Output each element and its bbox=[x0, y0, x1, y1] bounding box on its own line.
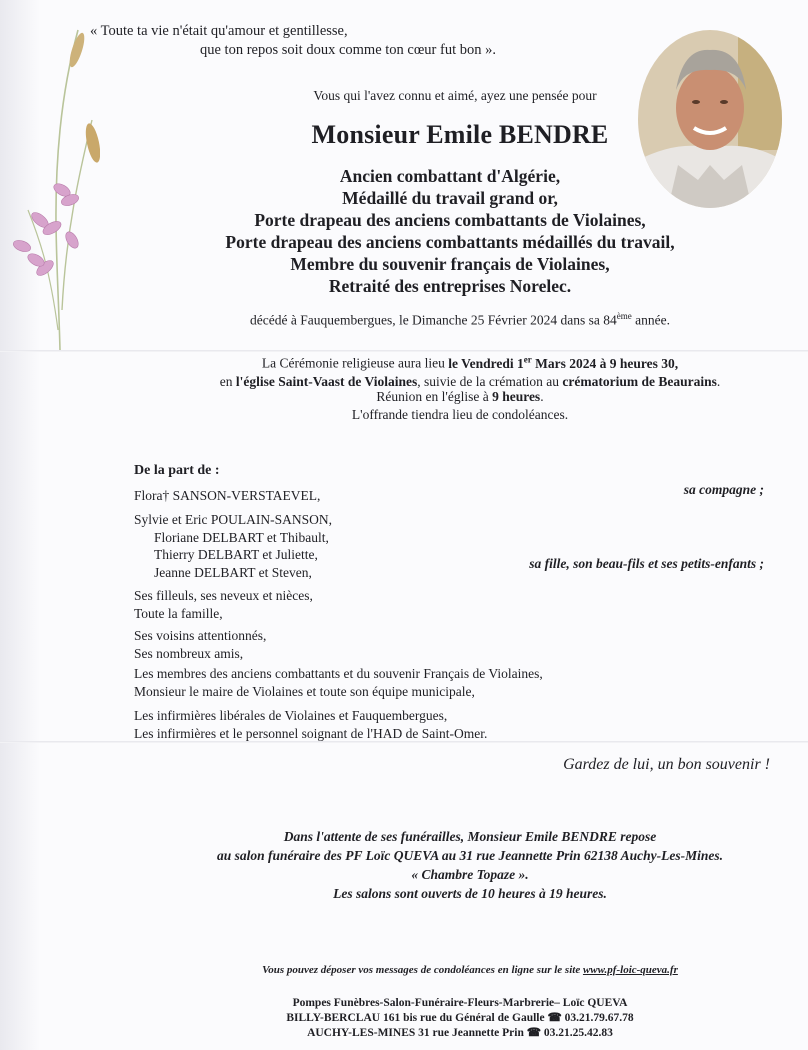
website-link[interactable]: www.pf-loic-queva.fr bbox=[582, 964, 678, 976]
reunion-text: . bbox=[540, 389, 544, 404]
title-line: Retraité des entreprises Norelec. bbox=[328, 276, 572, 296]
family-group bbox=[134, 627, 266, 662]
attente-line: Dans l'attente de ses funérailles, Monsieur Emile BENDRE repose bbox=[283, 829, 657, 844]
deces-text: décédé à Fauquembergues, le Dimanche 25 Février 2024 dans sa 84 bbox=[250, 312, 617, 328]
funeral-company-footer bbox=[200, 996, 720, 1041]
title-line: Porte drapeau des anciens combattants médaillés du travail, bbox=[225, 232, 675, 252]
ceremony-text: . bbox=[716, 373, 721, 389]
family-group bbox=[134, 707, 487, 742]
deces-sup: ème bbox=[616, 311, 632, 321]
death-notice bbox=[200, 311, 720, 329]
family-line: Les infirmières et le personnel soignant de l'HAD de Saint-Omer. bbox=[134, 725, 488, 741]
attente-line: « Chambre Topaze ». bbox=[411, 867, 529, 882]
condol-text: Vous pouvez déposer vos messages de condoléances en ligne sur le site bbox=[262, 964, 583, 976]
family-group bbox=[134, 511, 332, 581]
condolences-info bbox=[150, 964, 790, 976]
family-line: Ses nombreux amis, bbox=[134, 645, 244, 661]
family-group bbox=[134, 665, 543, 700]
ceremony-text: , suivie de la crémation au bbox=[417, 373, 563, 389]
relation-label: sa fille, son beau-fils et ses petits-enfants ; bbox=[529, 556, 764, 571]
crematorium-name: crématorium de Beaurains bbox=[562, 373, 717, 389]
family-line: Floriane DELBART et Thibault, bbox=[154, 529, 329, 545]
ceremony-text: La Cérémonie religieuse aura lieu bbox=[261, 355, 449, 371]
family-line: Toute la famille, bbox=[134, 605, 223, 621]
family-line: Les membres des anciens combattants et du souvenir Français de Violaines, bbox=[134, 666, 543, 681]
family-line: Jeanne DELBART et Steven, bbox=[154, 564, 312, 580]
family-line: Thierry DELBART et Juliette, bbox=[154, 547, 318, 562]
titles-list bbox=[170, 165, 730, 297]
church-name: l'église Saint-Vaast de Violaines bbox=[235, 373, 418, 389]
gardez-souvenir: Gardez de lui, un bon souvenir ! bbox=[563, 756, 770, 773]
reunion-time: 9 heures bbox=[492, 389, 541, 404]
ceremony-date: le Vendredi 1er Mars 2024 à 9 heures 30, bbox=[448, 354, 679, 371]
family-line: Ses voisins attentionnés, bbox=[134, 628, 267, 643]
title-line: Porte drapeau des anciens combattants de Violaines, bbox=[254, 210, 646, 230]
ceremony-text: en bbox=[219, 373, 236, 389]
family-line: Flora† SANSON-VERSTAEVEL, bbox=[134, 488, 321, 503]
wheat-flower-illustration bbox=[0, 10, 100, 350]
company-address-1: BILLY-BERCLAU 161 bis rue du Général de Gaulle ☎ 03.21.79.67.78 bbox=[286, 1012, 634, 1024]
de-la-part-heading: De la part de : bbox=[134, 463, 220, 478]
title-line: Médaillé du travail grand or, bbox=[342, 188, 558, 208]
ceremony-info bbox=[150, 350, 790, 391]
relation-label: sa compagne ; bbox=[683, 482, 764, 497]
family-line: Sylvie et Eric POULAIN-SANSON, bbox=[134, 512, 332, 527]
family-line: Les infirmières libérales de Violaines et Fauquembergues, bbox=[134, 708, 448, 723]
deces-end: année. bbox=[631, 312, 670, 328]
title-line: Membre du souvenir français de Violaines, bbox=[290, 254, 610, 274]
family-group bbox=[134, 487, 320, 505]
family-group bbox=[134, 587, 313, 622]
deceased-name: Monsieur Emile BENDRE bbox=[311, 120, 609, 149]
offrande-text: L'offrande tiendra lieu de condoléances. bbox=[351, 407, 569, 422]
funeral-home-info bbox=[150, 827, 790, 903]
family-line: Ses filleuls, ses neveux et nièces, bbox=[134, 588, 313, 603]
attente-line: Les salons sont ouverts de 10 heures à 19 heures. bbox=[333, 886, 607, 901]
reunion-text: Réunion en l'église à bbox=[376, 389, 493, 404]
reunion-info bbox=[300, 388, 620, 424]
company-name: Pompes Funèbres-Salon-Funéraire-Fleurs-Marbrerie– Loïc QUEVA bbox=[292, 997, 628, 1009]
company-address-2: AUCHY-LES-MINES 31 rue Jeannette Prin ☎ 03.21.25.42.83 bbox=[307, 1027, 613, 1039]
quote-line-1: « Toute ta vie n'était qu'amour et gentillesse, bbox=[90, 23, 348, 39]
family-line: Monsieur le maire de Violaines et toute son équipe municipale, bbox=[134, 683, 475, 699]
quote-line-2: que ton repos soit doux comme ton cœur fut bon ». bbox=[200, 42, 496, 58]
attente-line: au salon funéraire des PF Loïc QUEVA au 31 rue Jeannette Prin 62138 Auchy-Les-Mines. bbox=[216, 848, 724, 863]
title-line: Ancien combattant d'Algérie, bbox=[339, 166, 561, 186]
opening-quote bbox=[90, 22, 550, 60]
pensee-text: Vous qui l'avez connu et aimé, ayez une pensée pour bbox=[313, 88, 597, 103]
